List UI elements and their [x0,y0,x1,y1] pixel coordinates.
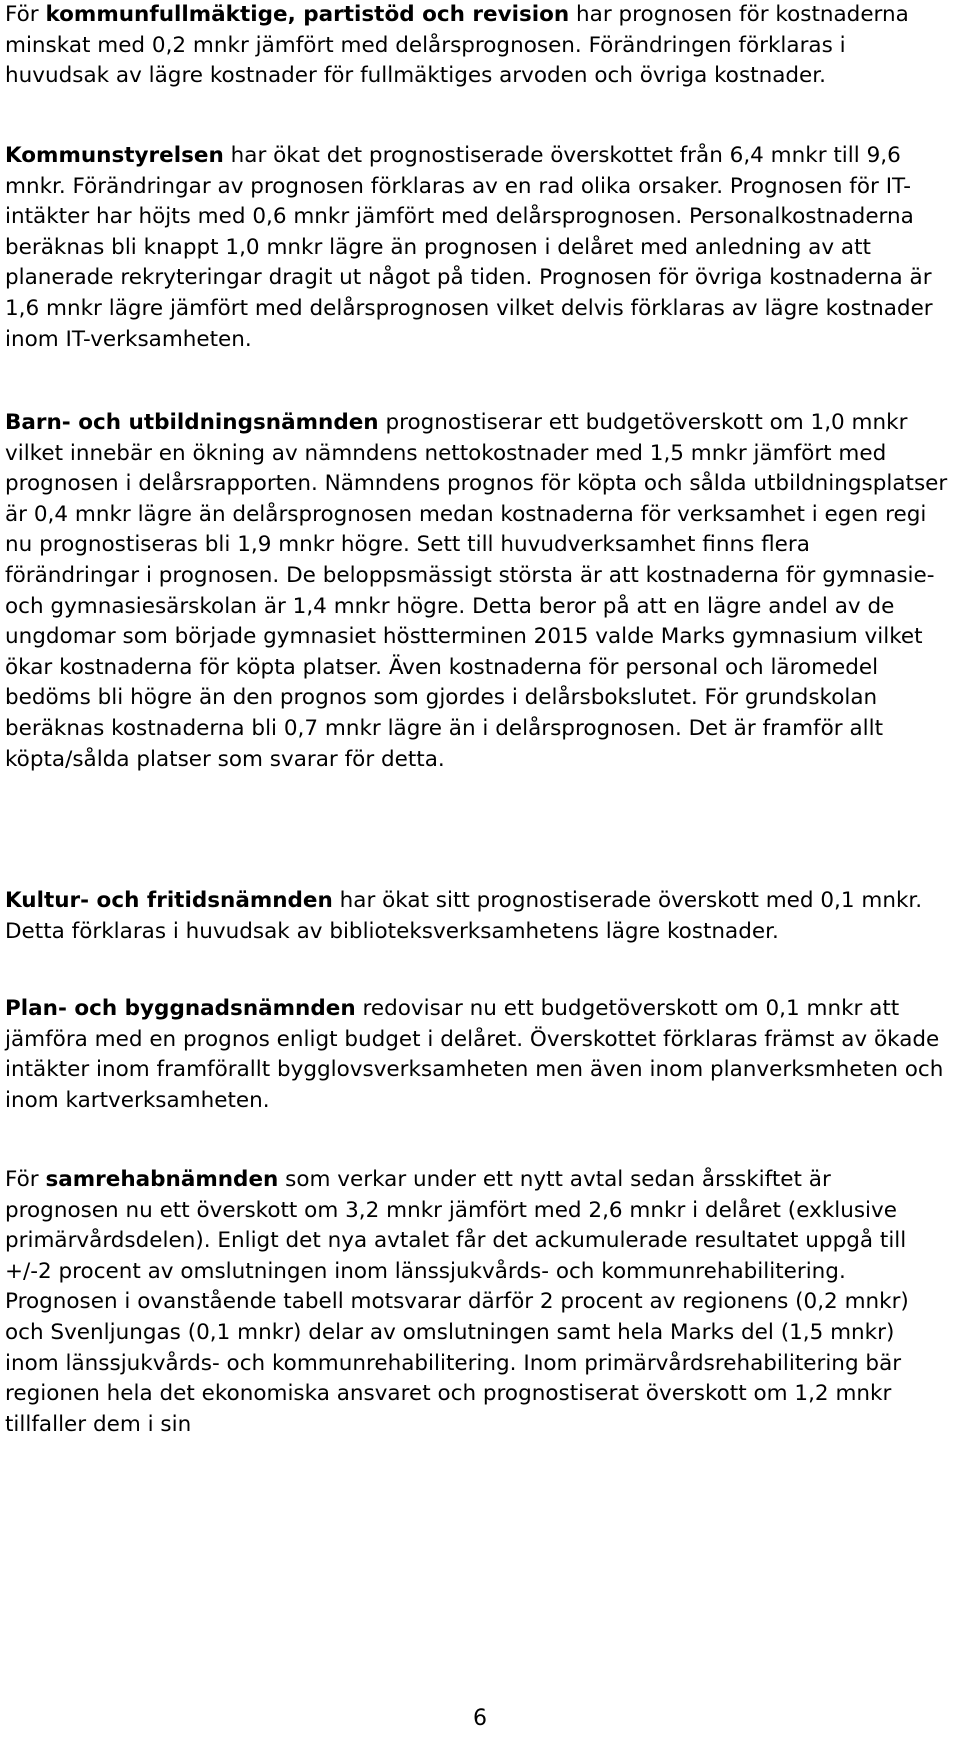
paragraph-kommunstyrelsen [5,141,949,355]
paragraph-heading: samrehabnämnden [45,1167,279,1192]
paragraph-lead: För [5,1167,46,1192]
page-number: 6 [473,1706,487,1731]
paragraph-heading: Kommunstyrelsen [5,143,224,168]
paragraph-plan-och-byggnadsnamnden [5,994,949,1116]
paragraph-body: som verkar under ett nytt avtal sedan årsskiftet är prognosen nu ett överskott om 3,2 mnkr jämfört med 2,6 mnkr i delåret (exklusive primärvårdsdelen). Enligt det nya avtalet får det ackumulerade resultatet uppgå till +/-2 procent av omslutningen inom länssjukvårds- och kommunrehabilitering. Prognosen i ovanstående tabell motsvarar därför 2 procent av regionens (0,2 mnkr) och Svenljungas (0,1 mnkr) delar av omslutningen samt hela Marks del (1,5 mnkr) inom länssjukvårds- och kommunrehabilitering. Inom primärvårdsrehabilitering bär regionen hela det ekonomiska ansvaret och prognostiserat överskott om 1,2 mnkr tillfaller dem i sin [5,1167,909,1437]
paragraph-heading: kommunfullmäktige, partistöd och revision [45,2,570,27]
paragraph-barn-och-utbildningsnamnden [5,408,949,775]
paragraph-heading: Barn- och utbildningsnämnden [5,410,379,435]
paragraph-body: har ökat det prognostiserade överskottet från 6,4 mnkr till 9,6 mnkr. Förändringar av prognosen förklaras av en rad olika orsaker. Prognosen för IT-intäkter har höjts med 0,6 mnkr jämfört med delårsprognosen. Personalkostnaderna beräknas bli knappt 1,0 mnkr lägre än prognosen i delåret med anledning av att planerade rekryteringar dragit ut något på tiden. Prognosen för övriga kostnaderna är 1,6 mnkr lägre jämfört med delårsprognosen vilket delvis förklaras av lägre kostnader inom IT-verksamheten. [5,143,933,352]
paragraph-kommunfullmaktige [5,0,949,92]
paragraph-lead: För [5,2,46,27]
paragraph-body: prognostiserar ett budgetöverskott om 1,0 mnkr vilket innebär en ökning av nämndens nettokostnader med 1,5 mnkr jämfört med prognosen i delårsrapporten. Nämndens prognos för köpta och sålda utbildningsplatser är 0,4 mnkr lägre än delårsprognosen medan kostnaderna för verksamhet i egen regi nu prognostiseras bli 1,9 mnkr högre. Sett till huvudverksamhet finns flera förändringar i prognosen. De beloppsmässigt största är att kostnaderna för gymnasie- och gymnasiesärskolan är 1,4 mnkr högre. Detta beror på att en lägre andel av de ungdomar som började gymnasiet höstterminen 2015 valde Marks gymnasium vilket ökar kostnaderna för köpta platser. Även kostnaderna för personal och läromedel bedöms bli högre än den prognos som gjordes i delårsbokslutet. För grundskolan beräknas kostnaderna bli 0,7 mnkr lägre än i delårsprognosen. Det är framför allt köpta/sålda platser som svarar för detta. [5,410,948,772]
paragraph-heading: Plan- och byggnadsnämnden [5,996,356,1021]
paragraph-body: redovisar nu ett budgetöverskott om 0,1 mnkr att jämföra med en prognos enligt budget i delåret. Överskottet förklaras främst av ökade intäkter inom framförallt bygglovsverksamheten men även inom planverksmheten och inom kartverksamheten. [5,996,944,1113]
paragraph-samrehabnamnden [5,1165,949,1440]
paragraph-heading: Kultur- och fritidsnämnden [5,888,333,913]
paragraph-body: har ökat sitt prognostiserade överskott med 0,1 mnkr. Detta förklaras i huvudsak av biblioteksverksamhetens lägre kostnader. [5,888,923,944]
paragraph-kultur-och-fritidsnamnden [5,886,949,947]
paragraph-body: har prognosen för kostnaderna minskat med 0,2 mnkr jämfört med delårsprognosen. Förändringen förklaras i huvudsak av lägre kostnader för fullmäktiges arvoden och övriga kostnader. [5,2,909,89]
